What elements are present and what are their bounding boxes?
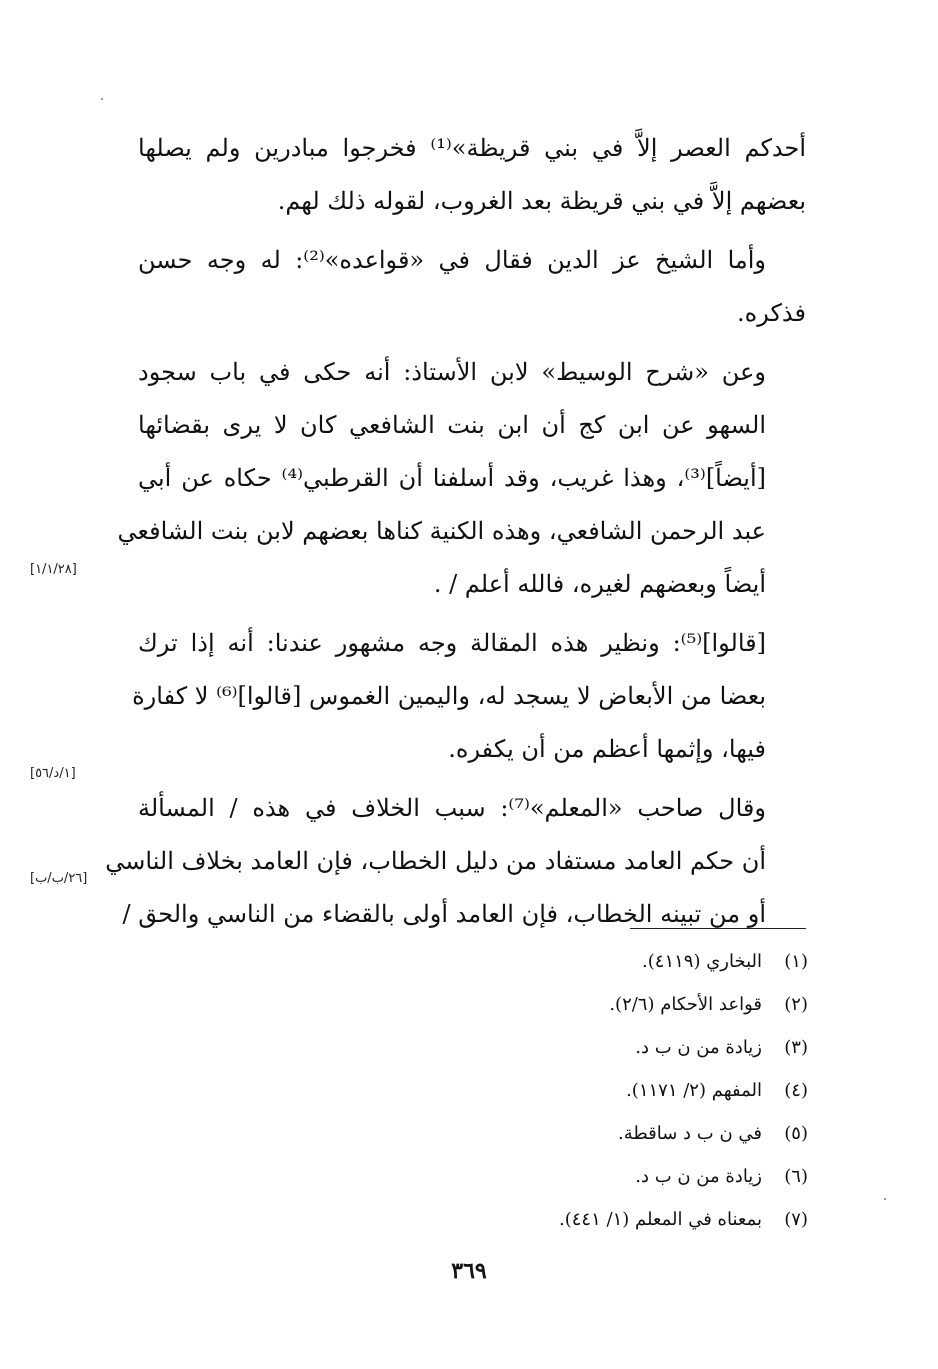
manuscript-folio-ref: [١/د/٥٦] xyxy=(30,766,76,781)
footnote-text: زيادة من ن ب د. xyxy=(635,1166,762,1187)
manuscript-folio-ref: [١/١/٢٨] xyxy=(30,562,77,577)
footnote xyxy=(388,940,808,983)
scan-speck xyxy=(884,1198,886,1200)
text-line: وعن «شرح الوسيط» لابن الأستاذ: أنه حكى في باب سجود xyxy=(138,358,766,386)
paragraph-5 xyxy=(105,782,806,941)
text-line: السهو عن ابن كج أن ابن بنت الشافعي كان لا يرى بقضائها xyxy=(138,411,766,439)
text-line: أيضاً وبعضهم لغيره، فالله أعلم / . xyxy=(433,570,766,598)
footnote xyxy=(388,1069,808,1112)
text-line: بعضا من الأبعاض لا يسجد له، واليمين الغموس [قالوا]⁽⁶⁾ لا كفارة xyxy=(132,682,766,710)
footnote-number: (٦) xyxy=(784,1166,808,1187)
main-text xyxy=(105,122,806,947)
footnote xyxy=(388,1112,808,1155)
footnote-text: البخاري (٤١١٩). xyxy=(642,951,762,972)
footnote-divider xyxy=(630,928,806,929)
footnote-text: بمعناه في المعلم (١/ ٤٤١). xyxy=(559,1209,762,1230)
footnote-number: (٢) xyxy=(784,994,808,1015)
text-line: [أيضاً]⁽³⁾، وهذا غريب، وقد أسلفنا أن القرطبي⁽⁴⁾ حكاه عن أبي xyxy=(138,464,767,492)
paragraph-1 xyxy=(138,122,806,228)
text-line: [قالوا]⁽⁵⁾: ونظير هذه المقالة وجه مشهور عندنا: أنه إذا ترك xyxy=(138,629,766,657)
scan-speck xyxy=(101,98,103,100)
footnote-number: (٣) xyxy=(784,1037,808,1058)
footnote-text: المفهم (٢/ ١١٧١). xyxy=(626,1080,762,1101)
footnote-number: (٤) xyxy=(784,1080,808,1101)
text-line: وأما الشيخ عز الدين فقال في «قواعده»⁽²⁾: له وجه حسن xyxy=(138,246,767,274)
text-line: فيها، وإثمها أعظم من أن يكفره. xyxy=(448,735,766,763)
footnote-text: زيادة من ن ب د. xyxy=(635,1037,762,1058)
footnote xyxy=(388,1198,808,1241)
text-line: أن حكم العامد مستفاد من دليل الخطاب، فإن العامد بخلاف الناسي xyxy=(105,847,766,875)
footnote xyxy=(388,983,808,1026)
text-line: بعضهم إلاَّ في بني قريظة بعد الغروب، لقوله ذلك لهم. xyxy=(277,187,806,215)
text-line: أحدكم العصر إلاَّ في بني قريظة»⁽¹⁾ فخرجوا مبادرين ولم يصلها xyxy=(138,134,806,162)
footnote-text: في ن ب د ساقطة. xyxy=(618,1123,762,1144)
footnote xyxy=(388,1155,808,1198)
page-number: ٣٦٩ xyxy=(451,1258,487,1284)
paragraph-2 xyxy=(138,234,806,340)
footnote-number: (١) xyxy=(784,951,808,972)
footnote-text: قواعد الأحكام (٢/٦). xyxy=(609,994,762,1015)
text-line: وقال صاحب «المعلم»⁽⁷⁾: سبب الخلاف في هذه / المسألة xyxy=(138,794,766,822)
footnotes xyxy=(388,940,808,1241)
footnote-number: (٥) xyxy=(784,1123,808,1144)
paragraph-3 xyxy=(117,346,806,611)
paragraph-4 xyxy=(132,617,806,776)
text-line: عبد الرحمن الشافعي، وهذه الكنية كناها بعضهم لابن بنت الشافعي xyxy=(117,517,766,545)
footnote xyxy=(388,1026,808,1069)
text-line: أو من تبينه الخطاب، فإن العامد أولى بالقضاء من الناسي والحق / xyxy=(122,900,766,928)
manuscript-folio-ref: [٢٦/ب/ب] xyxy=(30,871,88,886)
footnote-number: (٧) xyxy=(784,1209,808,1230)
text-line: فذكره. xyxy=(737,299,806,327)
